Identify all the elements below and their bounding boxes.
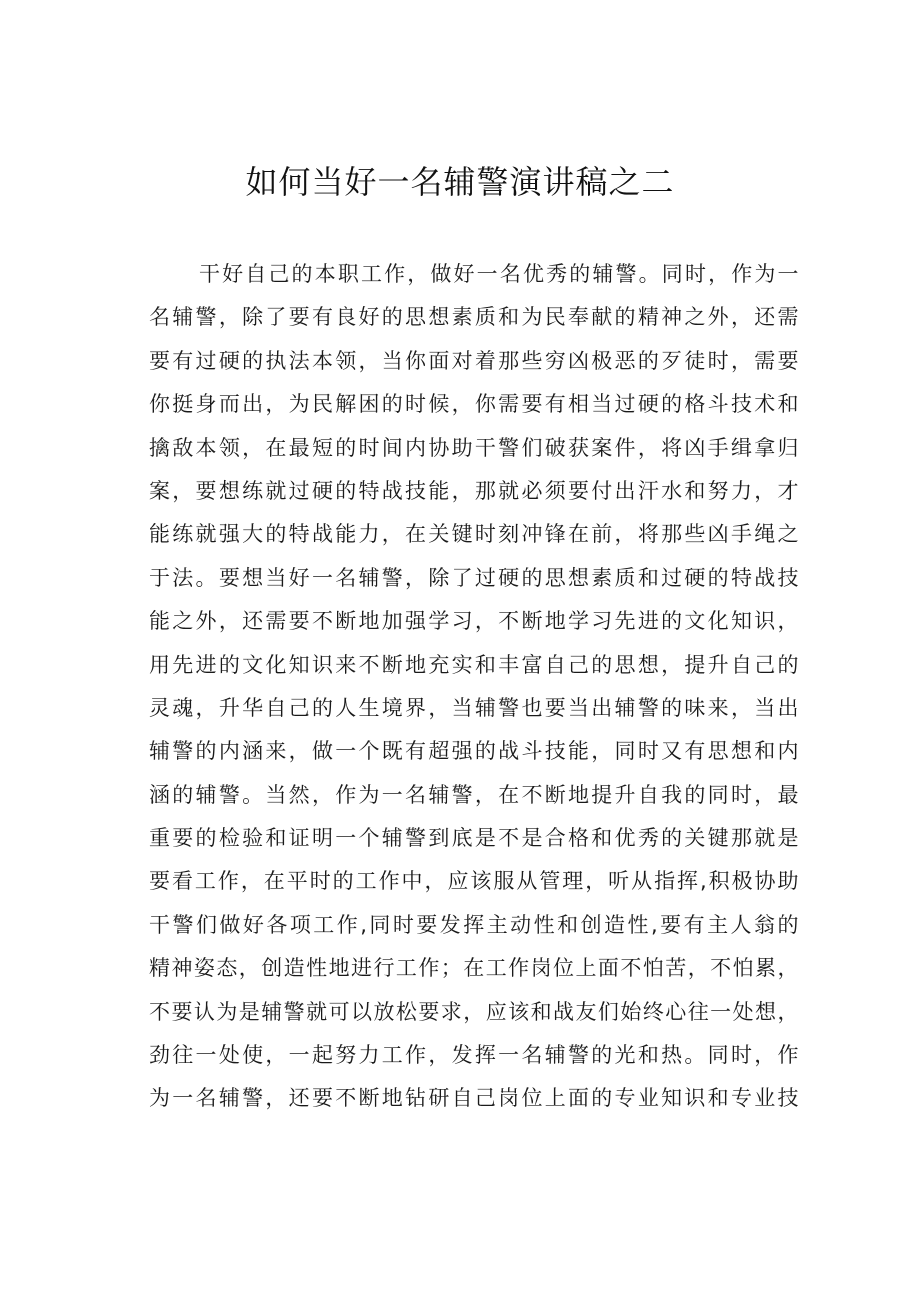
text-line: 你挺身而出，为民解困的时候，你需要有相当过硬的格斗技术和 — [149, 392, 799, 417]
text-line: 案，要想练就过硬的特战技能，那就必须要付出汗水和努力，才 — [149, 478, 799, 503]
text-line: 名辅警，除了要有良好的思想素质和为民奉献的精神之外，还需 — [149, 305, 799, 330]
document-title: 如何当好一名辅警演讲稿之二 — [245, 163, 675, 201]
text-line: 能练就强大的特战能力，在关键时刻冲锋在前，将那些凶手绳之 — [149, 522, 799, 547]
text-line: 能之外，还需要不断地加强学习，不断地学习先进的文化知识， — [149, 609, 799, 634]
text-line: 为一名辅警，还要不断地钻研自己岗位上面的专业知识和专业技 — [149, 1086, 799, 1111]
text-line: 劲往一处使，一起努力工作，发挥一名辅警的光和热。同时，作 — [149, 1043, 799, 1068]
text-line: 重要的检验和证明一个辅警到底是不是合格和优秀的关键那就是 — [149, 826, 799, 851]
text-line: 于法。要想当好一名辅警，除了过硬的思想素质和过硬的特战技 — [149, 565, 799, 590]
body-paragraph — [149, 253, 799, 1121]
text-line: 要看工作，在平时的工作中，应该服从管理，听从指挥,积极协助 — [149, 869, 799, 894]
text-line: 干警们做好各项工作,同时要发挥主动性和创造性,要有主人翁的 — [149, 912, 799, 937]
text-line: 灵魂，升华自己的人生境界，当辅警也要当出辅警的味来，当出 — [149, 695, 799, 720]
text-line: 辅警的内涵来，做一个既有超强的战斗技能，同时又有思想和内 — [149, 739, 799, 764]
text-line: 干好自己的本职工作，做好一名优秀的辅警。同时，作为一 — [199, 262, 799, 286]
text-line: 精神姿态，创造性地进行工作；在工作岗位上面不怕苦，不怕累， — [149, 956, 799, 981]
text-line: 不要认为是辅警就可以放松要求，应该和战友们始终心往一处想， — [149, 999, 799, 1024]
text-line: 用先进的文化知识来不断地充实和丰富自己的思想，提升自己的 — [149, 652, 799, 677]
text-line: 擒敌本领，在最短的时间内协助干警们破获案件，将凶手缉拿归 — [149, 435, 799, 460]
text-line: 涵的辅警。当然，作为一名辅警，在不断地提升自我的同时，最 — [149, 782, 799, 807]
text-line: 要有过硬的执法本领，当你面对着那些穷凶极恶的歹徒时，需要 — [149, 348, 799, 373]
